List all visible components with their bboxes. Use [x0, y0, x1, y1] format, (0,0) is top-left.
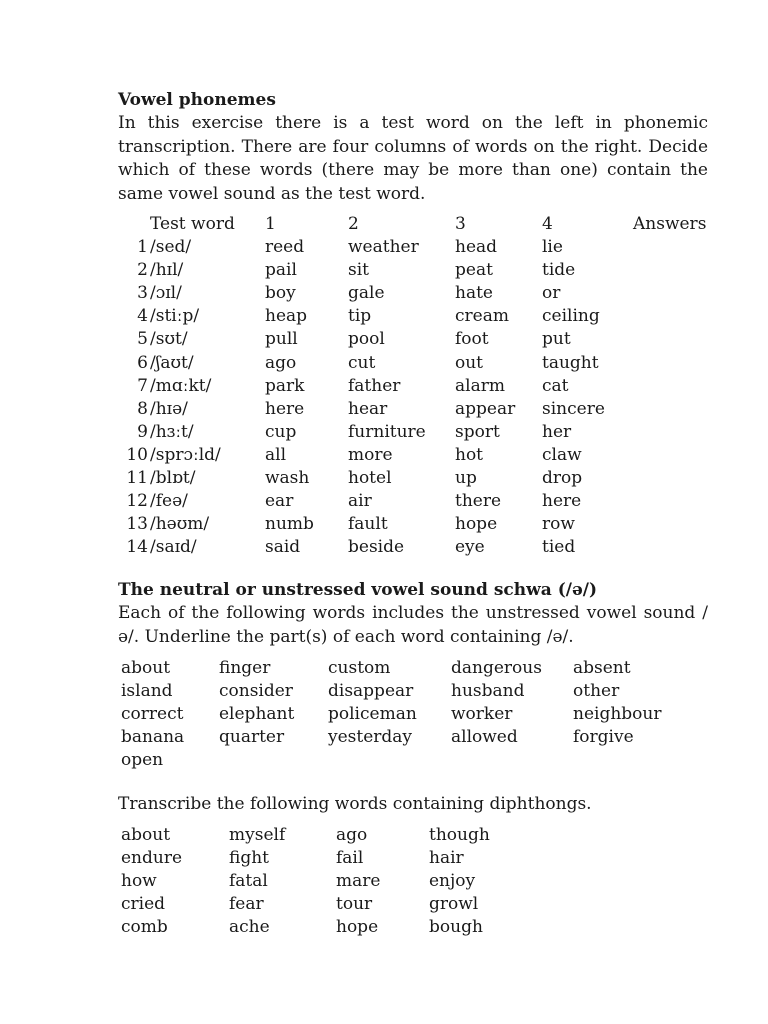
word-col-1: said [265, 537, 301, 558]
test-word-transcription: /ʃaʊt/ [150, 352, 194, 373]
word-col-1: all [265, 444, 287, 465]
word-col-4: tide [542, 260, 576, 281]
header-col-4: 4 [542, 214, 553, 234]
test-word-transcription: /blɒt/ [150, 468, 196, 489]
schwa-word: custom [328, 658, 391, 678]
table-row [118, 375, 708, 398]
word-col-2: pool [348, 329, 385, 350]
schwa-word: disappear [328, 681, 414, 702]
diphthong-word: endure [121, 848, 183, 869]
word-col-4: claw [542, 444, 582, 465]
diphthong-word: fail [336, 848, 364, 869]
word-col-3: sport [455, 421, 500, 442]
word-col-4: put [542, 329, 571, 350]
schwa-word: husband [451, 681, 525, 702]
row-number: 10 [126, 444, 148, 465]
table-row [118, 259, 708, 282]
schwa-word: neighbour [573, 704, 662, 725]
row-number: 5 [137, 329, 148, 350]
test-word-transcription: /hɪə/ [150, 398, 188, 419]
diphthong-word: myself [229, 825, 286, 845]
schwa-word: absent [573, 658, 631, 678]
word-col-2: hotel [348, 468, 392, 489]
word-col-2: fault [348, 514, 388, 535]
word-col-3: up [455, 468, 477, 489]
vowel-phonemes-section [118, 89, 708, 206]
vowel-table-header [118, 213, 708, 236]
list-item [118, 847, 708, 870]
schwa-word: about [121, 658, 171, 678]
vowel-phonemes-instructions: In this exercise there is a test word on the left in phonemic transcription. There are four columns of words on the right. Decide which of these words (there may be more than one) contain the same vowel sound as the test word. [118, 113, 708, 204]
word-col-2: weather [348, 237, 419, 258]
test-word-transcription: /ɔɪl/ [150, 283, 182, 304]
word-col-1: pull [265, 329, 298, 350]
table-row [118, 282, 708, 305]
diphthong-word: tour [336, 894, 373, 915]
word-col-4: lie [542, 237, 563, 258]
word-col-3: eye [455, 537, 485, 558]
table-row [118, 236, 708, 259]
row-number: 13 [126, 514, 148, 535]
test-word-transcription: /mɑːkt/ [150, 375, 212, 396]
word-col-4: tied [542, 537, 576, 558]
table-row [118, 421, 708, 444]
word-col-2: tip [348, 306, 372, 327]
word-col-3: alarm [455, 375, 505, 396]
schwa-heading: The neutral or unstressed vowel sound schwa (/ə/) [118, 580, 598, 600]
word-col-2: hear [348, 398, 388, 419]
diphthong-word: mare [336, 871, 381, 892]
test-word-transcription: /feə/ [150, 491, 188, 512]
word-col-4: taught [542, 352, 599, 373]
header-answers: Answers [633, 214, 707, 234]
table-row [118, 467, 708, 490]
word-col-4: her [542, 421, 572, 442]
schwa-section [118, 579, 708, 649]
row-number: 8 [137, 398, 148, 419]
word-col-1: reed [265, 237, 305, 258]
row-number: 1 [137, 237, 148, 258]
list-item [118, 703, 708, 726]
word-col-2: air [348, 491, 372, 512]
diphthong-word: cried [121, 894, 166, 915]
header-col-3: 3 [455, 214, 466, 234]
word-col-3: head [455, 237, 498, 258]
test-word-transcription: /hɪl/ [150, 260, 184, 281]
list-item [118, 870, 708, 893]
row-number: 2 [137, 260, 148, 281]
diphthong-section [118, 793, 708, 817]
table-row [118, 328, 708, 351]
header-test-word: Test word [150, 214, 235, 234]
test-word-transcription: /həʊm/ [150, 514, 210, 535]
schwa-word: yesterday [328, 727, 413, 748]
list-item [118, 680, 708, 703]
word-col-2: sit [348, 260, 369, 281]
word-col-2: beside [348, 537, 405, 558]
schwa-word: elephant [219, 704, 295, 725]
table-row [118, 490, 708, 513]
diphthong-word: fatal [229, 871, 268, 892]
schwa-word: open [121, 750, 164, 771]
diphthong-word: comb [121, 917, 168, 938]
schwa-word: island [121, 681, 173, 702]
word-col-3: cream [455, 306, 509, 327]
schwa-word: consider [219, 681, 293, 702]
diphthong-word: hair [429, 848, 464, 869]
word-col-1: pail [265, 260, 297, 281]
row-number: 14 [126, 537, 148, 558]
word-col-1: park [265, 375, 305, 396]
diphthong-word: ago [336, 825, 368, 845]
list-item [118, 726, 708, 749]
word-col-2: more [348, 444, 393, 465]
list-item [118, 824, 708, 847]
word-col-1: boy [265, 283, 296, 304]
schwa-word: policeman [328, 704, 417, 725]
word-col-4: here [542, 491, 582, 512]
table-row [118, 398, 708, 421]
word-col-2: furniture [348, 421, 426, 442]
schwa-word: quarter [219, 727, 285, 748]
schwa-word: finger [219, 658, 271, 678]
vowel-phonemes-heading: Vowel phonemes [118, 90, 276, 110]
word-col-4: sincere [542, 398, 605, 419]
word-col-1: ago [265, 352, 297, 373]
word-col-3: appear [455, 398, 516, 419]
word-col-3: peat [455, 260, 493, 281]
diphthong-word: ache [229, 917, 270, 938]
word-col-1: wash [265, 468, 310, 489]
row-number: 11 [126, 468, 148, 489]
test-word-transcription: /saɪd/ [150, 537, 197, 558]
row-number: 6 [137, 352, 148, 373]
word-col-2: gale [348, 283, 385, 304]
schwa-word: dangerous [451, 658, 542, 678]
word-col-4: ceiling [542, 306, 600, 327]
diphthong-word: bough [429, 917, 483, 938]
row-number: 4 [137, 306, 148, 327]
word-col-4: drop [542, 468, 583, 489]
schwa-word: allowed [451, 727, 518, 748]
word-col-1: heap [265, 306, 308, 327]
diphthong-word: about [121, 825, 171, 845]
word-col-1: numb [265, 514, 314, 535]
schwa-word: worker [451, 704, 513, 725]
diphthong-instructions: Transcribe the following words containing diphthongs. [118, 794, 592, 814]
word-col-4: cat [542, 375, 569, 396]
word-col-4: row [542, 514, 575, 535]
word-col-3: hope [455, 514, 498, 535]
diphthong-word-grid [118, 824, 708, 939]
word-col-3: hot [455, 444, 484, 465]
diphthong-word: how [121, 871, 157, 892]
test-word-transcription: /sprɔːld/ [150, 444, 221, 465]
diphthong-word: enjoy [429, 871, 476, 892]
row-number: 12 [126, 491, 148, 512]
list-item [118, 749, 708, 772]
vowel-table [118, 213, 708, 559]
word-col-3: there [455, 491, 502, 512]
diphthong-word: fear [229, 894, 264, 915]
test-word-transcription: /stiːp/ [150, 306, 200, 327]
schwa-word-grid [118, 657, 708, 772]
word-col-1: ear [265, 491, 294, 512]
test-word-transcription: /sed/ [150, 237, 192, 258]
word-col-2: cut [348, 352, 376, 373]
schwa-instructions: Each of the following words includes the unstressed vowel sound /ə/. Underline the part(s) of each word containing /ə/. [118, 603, 708, 647]
table-row [118, 513, 708, 536]
schwa-word: forgive [573, 727, 634, 748]
diphthong-word: fight [229, 848, 270, 869]
table-row [118, 444, 708, 467]
list-item [118, 657, 708, 680]
diphthong-word: though [429, 825, 490, 845]
table-row [118, 352, 708, 375]
list-item [118, 916, 708, 939]
schwa-word: correct [121, 704, 184, 725]
table-row [118, 536, 708, 559]
word-col-3: hate [455, 283, 493, 304]
diphthong-word: hope [336, 917, 379, 938]
table-row [118, 305, 708, 328]
test-word-transcription: /sʊt/ [150, 329, 188, 350]
test-word-transcription: /hɜːt/ [150, 421, 194, 442]
row-number: 3 [137, 283, 148, 304]
word-col-1: here [265, 398, 305, 419]
diphthong-word: growl [429, 894, 479, 915]
word-col-2: father [348, 375, 401, 396]
word-col-3: foot [455, 329, 489, 350]
row-number: 9 [137, 421, 148, 442]
schwa-word: banana [121, 727, 185, 748]
row-number: 7 [137, 375, 148, 396]
word-col-1: cup [265, 421, 297, 442]
header-col-2: 2 [348, 214, 359, 234]
header-col-1: 1 [265, 214, 276, 234]
word-col-4: or [542, 283, 561, 304]
schwa-word: other [573, 681, 620, 702]
word-col-3: out [455, 352, 484, 373]
list-item [118, 893, 708, 916]
